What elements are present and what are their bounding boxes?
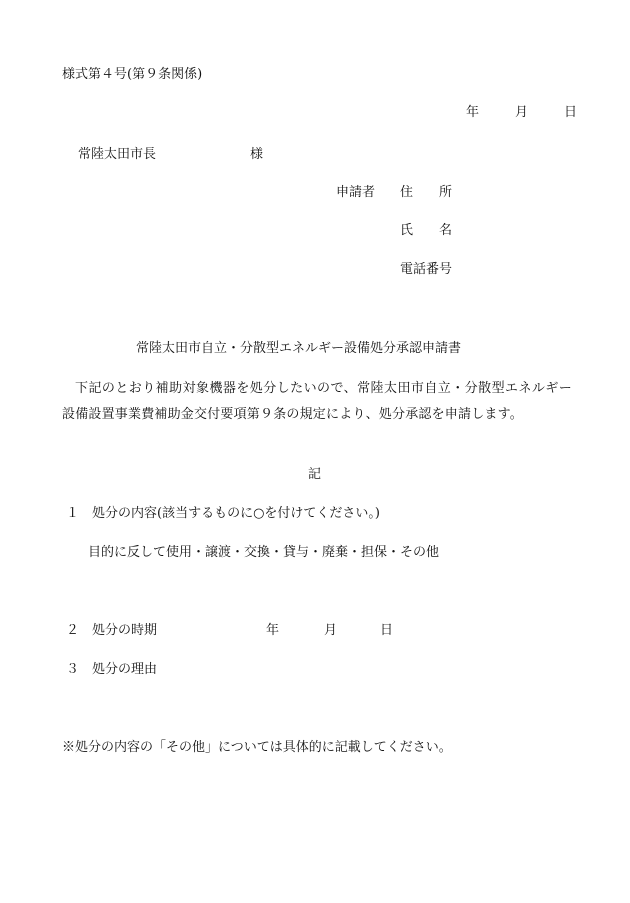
item-2-year-label: 年 <box>266 623 280 638</box>
addressee-honorific: 様 <box>250 147 264 162</box>
applicant-name-label: 氏 名 <box>400 223 453 238</box>
footnote: ※処分の内容の「その他」については具体的に記載してください。 <box>62 740 452 755</box>
applicant-label: 申請者 <box>336 185 376 200</box>
item-3-number: ３ <box>66 662 80 677</box>
application-body-text: 下記のとおり補助対象機器を処分したいので、常陸太田市自立・分散型エネルギー設備設置事業費補助金交付要項第９条の規定により、処分承認を申請します。 <box>62 381 572 422</box>
item-2-number: ２ <box>66 623 80 638</box>
date-year-label: 年 <box>466 105 480 120</box>
item-2-label: 処分の時期 <box>92 623 158 638</box>
document-title: 常陸太田市自立・分散型エネルギー設備処分承認申請書 <box>136 341 462 356</box>
applicant-phone-label: 電話番号 <box>400 262 453 277</box>
item-1-options: 目的に反して使用・譲渡・交換・貸与・廃棄・担保・その他 <box>88 545 440 560</box>
applicant-address-label: 住 所 <box>400 185 453 200</box>
item-2-day-label: 日 <box>380 623 394 638</box>
addressee-name: 常陸太田市長 <box>78 147 157 162</box>
ki-heading: 記 <box>308 467 322 482</box>
date-month-label: 月 <box>515 105 529 120</box>
item-1-number: １ <box>66 506 80 521</box>
item-2-month-label: 月 <box>324 623 338 638</box>
form-number-label: 様式第４号(第９条関係) <box>62 67 203 82</box>
item-3-label: 処分の理由 <box>92 662 158 677</box>
item-1-label: 処分の内容(該当するものに○を付けてください。) <box>92 506 380 521</box>
date-day-label: 日 <box>564 105 578 120</box>
submission-date-line <box>466 104 577 122</box>
